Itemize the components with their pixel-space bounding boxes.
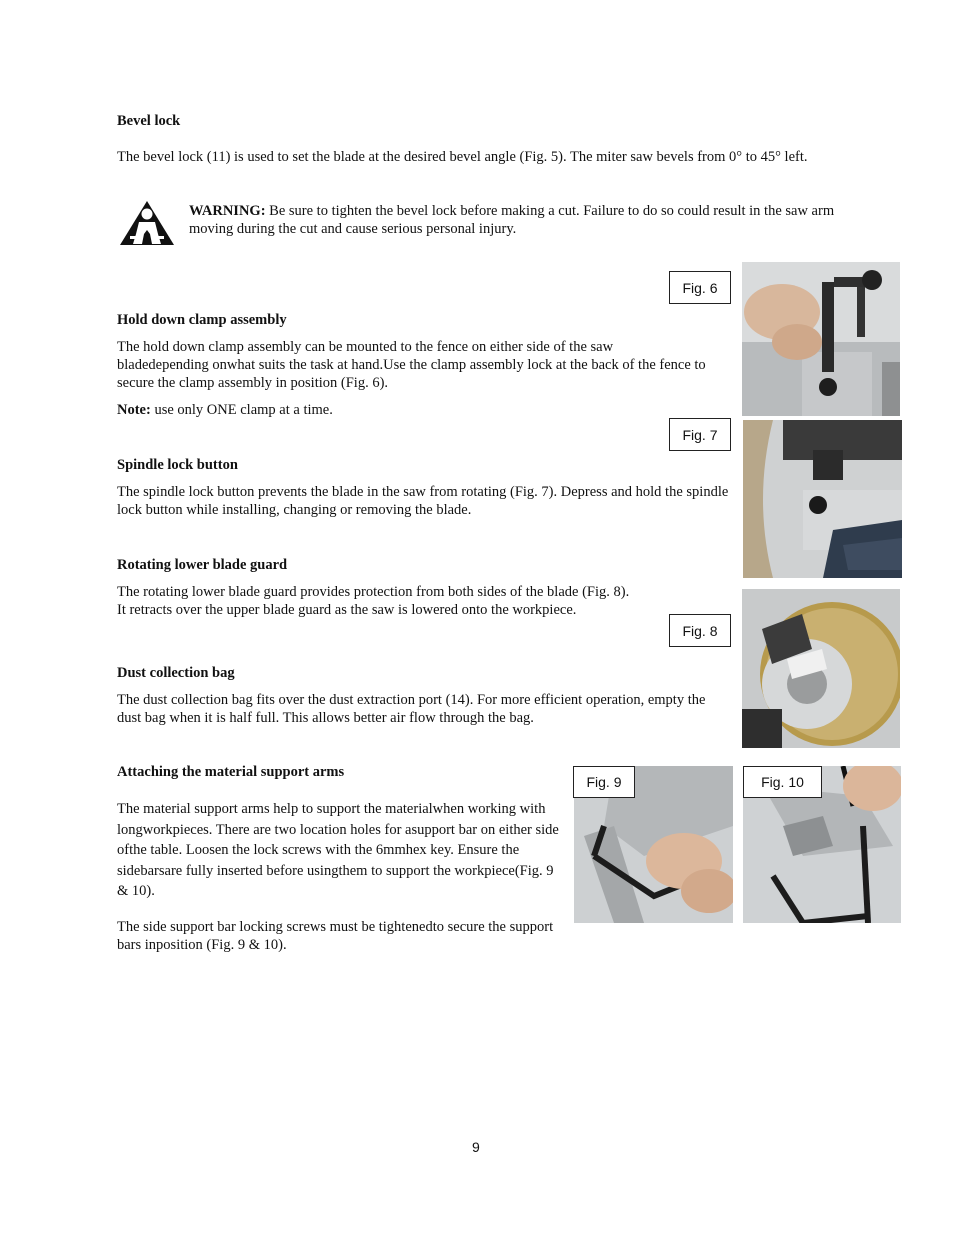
warning-person-icon bbox=[119, 200, 175, 246]
fig-8-label: Fig. 8 bbox=[669, 614, 731, 647]
heading-dust-bag: Dust collection bag bbox=[117, 665, 235, 681]
paragraph-lower-blade-guard-1: The rotating lower blade guard provides protection from both sides of the blade (Fig. 8). bbox=[117, 584, 630, 600]
warning-paragraph bbox=[189, 202, 839, 238]
paragraph-bevel-lock: The bevel lock (11) is used to set the blade at the desired bevel angle (Fig. 5). The miter saw bevels from 0° to 45° left. bbox=[117, 149, 808, 165]
paragraph-support-arms-2: The side support bar locking screws must be tightenedto secure the support bars inposition (Fig. 9 & 10). bbox=[117, 919, 554, 953]
heading-bevel-lock: Bevel lock bbox=[117, 113, 181, 129]
note-label: Note: bbox=[117, 402, 151, 418]
note-paragraph bbox=[117, 401, 657, 419]
note-text: use only ONE clamp at a time. bbox=[150, 402, 333, 418]
paragraph-spindle-lock: The spindle lock button prevents the blade in the saw from rotating (Fig. 7). Depress and hold the spindle lock button while installing, changing or removing the blade. bbox=[117, 484, 729, 518]
fig-10-label: Fig. 10 bbox=[743, 766, 822, 798]
fig-7-label: Fig. 7 bbox=[669, 418, 731, 451]
fig-8-photo bbox=[742, 589, 900, 748]
heading-spindle-lock: Spindle lock button bbox=[117, 457, 238, 473]
heading-support-arms: Attaching the material support arms bbox=[117, 764, 345, 780]
fig-7-photo bbox=[743, 420, 902, 578]
warning-label: WARNING: bbox=[189, 203, 266, 219]
paragraph-support-arms-1: The material support arms help to support the materialwhen working with longworkpieces. There are two location holes for asupport bar on either side ofthe table. Loosen the lock screws with the 6mmhex key. Ensure the sidebarsare fully inserted before usingthem to support the workpiece(Fig. 9 & 10). bbox=[117, 801, 559, 899]
page-number: 9 bbox=[472, 1139, 480, 1155]
warning-text: Be sure to tighten the bevel lock before making a cut. Failure to do so could result in the saw arm moving during the cut and cause serious personal injury. bbox=[189, 203, 835, 237]
fig-6-label: Fig. 6 bbox=[669, 271, 731, 304]
fig-6-photo bbox=[742, 262, 900, 416]
paragraph-hold-down-clamp: The hold down clamp assembly can be mounted to the fence on either side of the saw bladedepending onwhat suits the task at hand.Use the clamp assembly lock at the back of the fence to secure the clamp assembly in position (Fig. 6). bbox=[117, 339, 706, 391]
heading-hold-down-clamp: Hold down clamp assembly bbox=[117, 312, 287, 328]
fig-9-label: Fig. 9 bbox=[573, 766, 635, 798]
paragraph-lower-blade-guard-2: It retracts over the upper blade guard as the saw is lowered onto the workpiece. bbox=[117, 602, 577, 618]
paragraph-dust-bag: The dust collection bag fits over the dust extraction port (14). For more efficient operation, empty the dust bag when it is half full. This allows better air flow through the bag. bbox=[117, 692, 706, 726]
heading-lower-blade-guard: Rotating lower blade guard bbox=[117, 557, 288, 573]
